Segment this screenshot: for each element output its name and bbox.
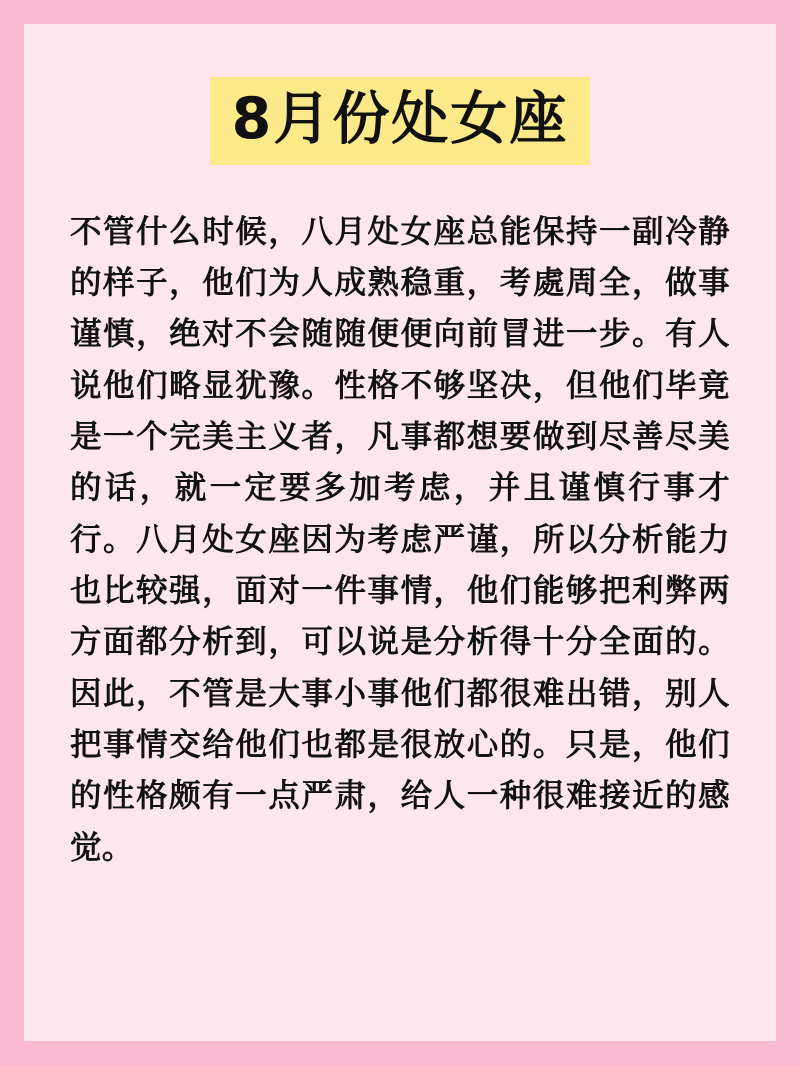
- body-paragraph: 不管什么时候，八月处女座总能保持一副冷静的样子，他们为人成熟稳重，考處周全，做事谨慎，绝对不会随随便便向前冒进一步。有人说他们略显犹豫。性格不够坚决，但他们毕竟是一个完美主义者，凡事都想要做到尽善尽美的话，就一定要多加考虑，并且谨慎行事才行。八月处女座因为考虑严谨，所以分析能力也比较强，面对一件事情，他们能够把利弊两方面都分析到，可以说是分析得十分全面的。因此，不管是大事小事他们都很难出错，别人把事情交给他们也都是很放心的。只是，他们的性格颇有一点严肃，给人一种很难接近的感觉。: [70, 213, 730, 866]
- page-title: 8月份处女座: [210, 77, 591, 165]
- content-card: [24, 24, 776, 1041]
- title-container: [24, 77, 776, 165]
